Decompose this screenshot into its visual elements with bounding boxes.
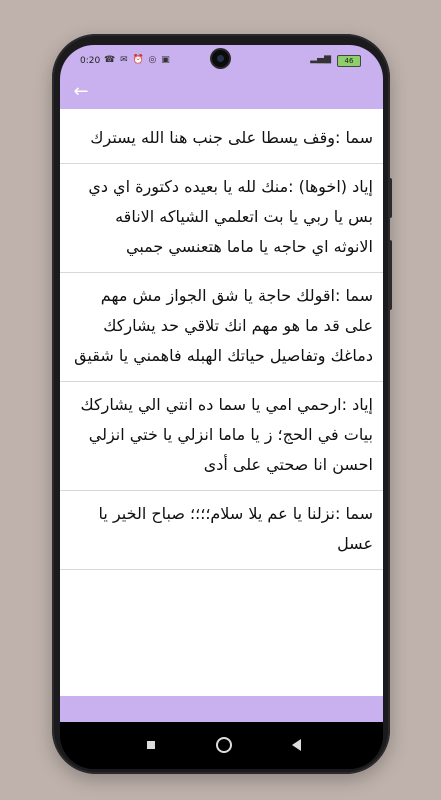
back-triangle-icon[interactable] — [292, 739, 301, 751]
system-nav-bar — [60, 722, 383, 769]
home-icon[interactable] — [216, 737, 232, 753]
story-paragraph: سما :اقولك حاجة يا شق الجواز مش مهم على قد ما هو مهم انك تلاقي حد يشاركك دماغك وتفاصيل حياتك الهبله فاهمني يا شقيق — [60, 273, 383, 382]
app-bar — [60, 75, 383, 109]
story-paragraph: سما :نزلنا يا عم يلا سلام؛؛؛؛ صباح الخير يا عسل — [60, 491, 383, 570]
volume-button — [388, 240, 392, 310]
battery-icon: 46 — [337, 55, 361, 67]
notification-icons: ☎ ✉ ⏰ ◎ ▣ — [104, 55, 171, 65]
bottom-bar — [60, 696, 383, 722]
recent-apps-icon[interactable] — [147, 741, 155, 749]
status-bar — [60, 45, 383, 75]
front-camera — [212, 50, 229, 67]
story-paragraph: إياد :ارحمي امي يا سما ده انتي الي يشاركك بيات في الحج؛ ز يا ماما انزلي يا ختي انزلي احسن انا صحتي على أدى — [60, 382, 383, 491]
arrow-left-icon[interactable]: ← — [73, 81, 89, 102]
status-time: 0:20 — [80, 56, 101, 66]
phone-screen — [60, 45, 383, 769]
signal-icon: ▂▄▆ — [310, 54, 331, 64]
story-paragraph: إياد (اخوها) :منك لله يا بعيده دكتورة اي دي بس يا ربي يا بت اتعلمي الشياكه الاناقه الانوثه اي حاجه يا ماما هتعنسي جمبي — [60, 164, 383, 273]
story-paragraph: سما :وقف يسطا على جنب هنا الله يسترك — [60, 109, 383, 164]
power-button — [388, 178, 392, 218]
story-content[interactable] — [60, 109, 383, 696]
